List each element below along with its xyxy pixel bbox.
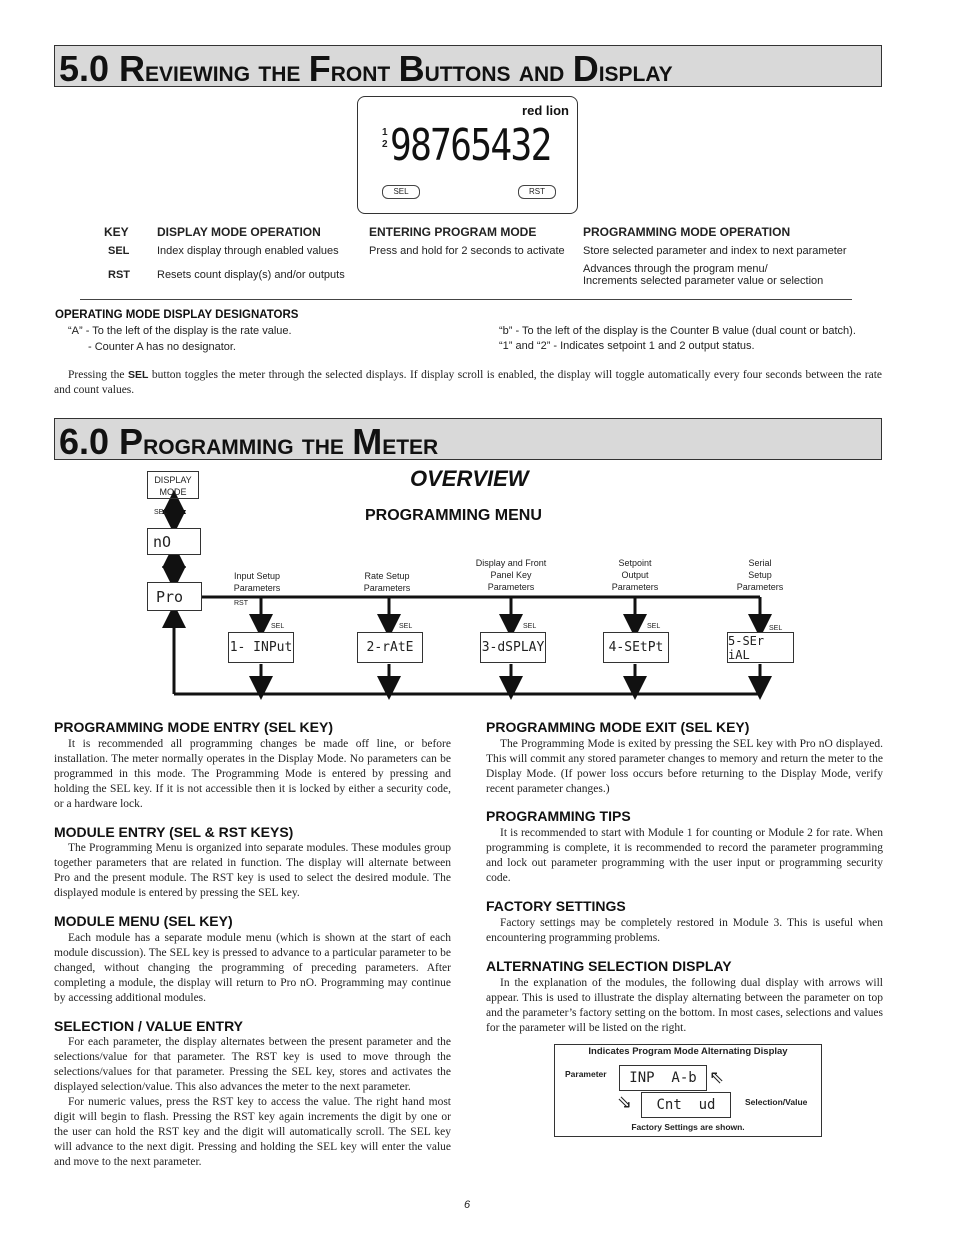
header-programming: PROGRAMMING MODE OPERATION bbox=[583, 225, 791, 239]
text: button toggles the meter through the selected displays. If display scroll is enabled, the display will toggle automatically every four seconds between the rate and count values. bbox=[54, 369, 882, 396]
module-4-setpoint-display[interactable]: 4-SEtPt bbox=[603, 632, 669, 663]
text: Pressing the bbox=[68, 369, 128, 381]
designator-right-1: “b” - To the left of the display is the Counter B value (dual count or batch). bbox=[499, 325, 856, 337]
heading-programming-tips: PROGRAMMING TIPS bbox=[486, 808, 631, 824]
no-display: nO bbox=[147, 528, 201, 555]
heading-prog-mode-exit: PROGRAMMING MODE EXIT (SEL KEY) bbox=[486, 719, 750, 735]
section-number: 6.0 bbox=[59, 421, 120, 462]
rst-button[interactable]: RST bbox=[518, 185, 556, 199]
module-2-rate-display[interactable]: 2-rAtE bbox=[357, 632, 423, 663]
altbox-top-display: INP A-b bbox=[619, 1065, 707, 1091]
sel-label: SEL bbox=[769, 625, 783, 632]
indicator-1: 1 bbox=[382, 127, 388, 138]
row-rst-display: Resets count display(s) and/or outputs bbox=[157, 269, 345, 281]
module-3-display-display[interactable]: 3-dSPLAY bbox=[480, 632, 546, 663]
para-programming-tips: It is recommended to start with Module 1 for counting or Module 2 for rate. When programming is complete, it is recommended to record the parameter programming and lock out parameter programming with the user input or programming security code. bbox=[486, 827, 883, 884]
sel-label: SEL bbox=[271, 623, 285, 630]
altbox-bottom-display: Cnt ud bbox=[641, 1092, 731, 1118]
down-arrow-icon: ⇘ bbox=[617, 1092, 633, 1113]
para-selection-value: For each parameter, the display alternates between the present parameter and the selections/value for that parameter. The RST key is used to move through the selections/values for that parameter. Pressing the SEL key, stores and activates the displayed selection/value. This also advances the meter to the next parameter. bbox=[54, 1036, 451, 1093]
header-entering: ENTERING PROGRAM MODE bbox=[369, 225, 537, 239]
module-5-serial-display[interactable]: 5-SEr iAL bbox=[727, 632, 794, 663]
title-word: eter bbox=[382, 428, 439, 461]
row-rst-key: RST bbox=[108, 269, 130, 281]
title-word: ront bbox=[330, 55, 399, 88]
row-sel-prog: Store selected parameter and index to next parameter bbox=[583, 245, 847, 257]
overview-title: OVERVIEW bbox=[410, 466, 529, 491]
programming-menu-title: PROGRAMMING MENU bbox=[365, 507, 542, 524]
display-mode-label-2: MODE bbox=[159, 487, 187, 497]
module-label-serial: Serial Setup Parameters bbox=[736, 558, 784, 592]
heading-module-entry: MODULE ENTRY (SEL & RST KEYS) bbox=[54, 824, 294, 840]
para-prog-mode-entry: It is recommended all programming changes be made off line, or before installation. The meter normally operates in the Display Mode. No parameters can be programmed in this mode. The Programming Mode is entered by pressing and holding the SEL key. If it is not accessible then it is locked by either a security code, or a hardware lock. bbox=[54, 738, 451, 810]
title-letter: B bbox=[398, 48, 425, 89]
rst-label: RST bbox=[234, 600, 248, 607]
para-factory-settings: Factory settings may be completely restored in Module 3. This is useful when encountering programming problems. bbox=[486, 917, 883, 944]
indicator-2: 2 bbox=[382, 139, 388, 150]
meter-display: 98765432 bbox=[390, 120, 551, 171]
row-rst-prog-1: Advances through the program menu/ bbox=[583, 263, 768, 275]
altbox-parameter-label: Parameter bbox=[565, 1069, 607, 1079]
sel-label: SEL bbox=[647, 623, 661, 630]
section-number: 5.0 bbox=[59, 48, 120, 89]
altbox-title: Indicates Program Mode Alternating Display bbox=[588, 1046, 788, 1057]
title-letter: R bbox=[119, 48, 146, 89]
altbox-footer: Factory Settings are shown. bbox=[631, 1122, 745, 1132]
title-letter: M bbox=[352, 421, 383, 462]
row-sel-display: Index display through enabled values bbox=[157, 245, 339, 257]
designator-left-2: - Counter A has no designator. bbox=[88, 341, 236, 353]
module-label-setpoint: Setpoint Output Parameters bbox=[611, 558, 659, 592]
sel-label: SEL bbox=[399, 623, 413, 630]
title-letter: P bbox=[119, 421, 144, 462]
row-sel-enter: Press and hold for 2 seconds to activate bbox=[369, 245, 565, 257]
title-word: eviewing the bbox=[145, 55, 309, 88]
para-prog-mode-exit: The Programming Mode is exited by pressing the SEL key with Pro nO displayed. This will commit any stored parameter changes to memory and return the meter to the Display Mode. (If power loss occurs before returning to the Display Mode, verify recent parameter changes.) bbox=[486, 738, 883, 795]
module-label-rate: Rate Setup Parameters bbox=[363, 571, 411, 593]
header-key: KEY bbox=[104, 225, 129, 239]
sel-label: SEL bbox=[523, 623, 537, 630]
title-word: uttons and bbox=[424, 55, 573, 88]
header-display-mode: DISPLAY MODE OPERATION bbox=[157, 225, 321, 239]
module-1-input-display[interactable]: 1- INPut bbox=[228, 632, 294, 663]
title-word: rogramming the bbox=[143, 428, 353, 461]
pro-display: Pro bbox=[147, 582, 202, 611]
return-arrow-icon: ⇖ bbox=[709, 1067, 725, 1088]
row-rst-prog-2: Increments selected parameter value or selection bbox=[583, 275, 824, 287]
para-alternating-display: In the explanation of the modules, the following dual display with arrows will appear. This is used to illustrate the display alternating between the parameter on top and the parameter’s factory setting on the bottom. In most cases, selections and values for the parameter will be listed on the right. bbox=[486, 977, 883, 1034]
brand-logo: red lion bbox=[522, 103, 569, 118]
row-sel-key: SEL bbox=[108, 245, 130, 257]
altbox-selection-value-label: Selection/Value bbox=[745, 1097, 808, 1107]
title-word: isplay bbox=[598, 55, 673, 88]
display-mode-box bbox=[147, 471, 199, 499]
heading-module-menu: MODULE MENU (SEL KEY) bbox=[54, 913, 233, 929]
sel-button[interactable]: SEL bbox=[382, 185, 420, 199]
page-number: 6 bbox=[464, 1199, 471, 1211]
designators-title: OPERATING MODE DISPLAY DESIGNATORS bbox=[55, 309, 299, 321]
sel-label: SEL bbox=[154, 509, 168, 516]
para-module-entry: The Programming Menu is organized into separate modules. These modules group together parameters that are related in function. The display will alternate between Pro and the present module. The RST key is used to select the desired module. The displayed module is entered by pressing the SEL key. bbox=[54, 842, 451, 899]
title-letter: D bbox=[572, 48, 599, 89]
para-module-menu: Each module has a separate module menu (which is shown at the start of each module discussion). The SEL key is pressed to advance to a particular parameter to be changed, without changing the programming of preceding parameters. After completing a module, the display will return to Pro nO. Programming may continue by accessing additional modules. bbox=[54, 932, 451, 1004]
title-letter: F bbox=[308, 48, 331, 89]
para-numeric-values: For numeric values, press the RST key to access the value. The right hand most digit will begin to flash. Pressing the RST key again increments the digit by one or the user can hold the RST key and the digit will automatically scroll. The SEL key will advance to the next digit. Pressing and holding the SEL key will enter the value and move to the next parameter. bbox=[54, 1096, 451, 1168]
designator-left-1: “A” - To the left of the display is the rate value. bbox=[68, 325, 292, 337]
module-label-input: Input Setup Parameters bbox=[233, 571, 281, 593]
sel-key-text: SEL bbox=[127, 369, 149, 381]
designator-right-2: “1” and “2” - Indicates setpoint 1 and 2 output status. bbox=[499, 340, 755, 352]
heading-alternating-display: ALTERNATING SELECTION DISPLAY bbox=[486, 958, 732, 974]
display-mode-label-1: DISPLAY bbox=[154, 475, 192, 485]
heading-selection-value: SELECTION / VALUE ENTRY bbox=[54, 1018, 244, 1034]
heading-prog-mode-entry: PROGRAMMING MODE ENTRY (SEL KEY) bbox=[54, 719, 333, 735]
heading-factory-settings: FACTORY SETTINGS bbox=[486, 898, 626, 914]
alternating-display-box bbox=[554, 1044, 822, 1137]
module-label-display: Display and Front Panel Key Parameters bbox=[475, 558, 547, 592]
